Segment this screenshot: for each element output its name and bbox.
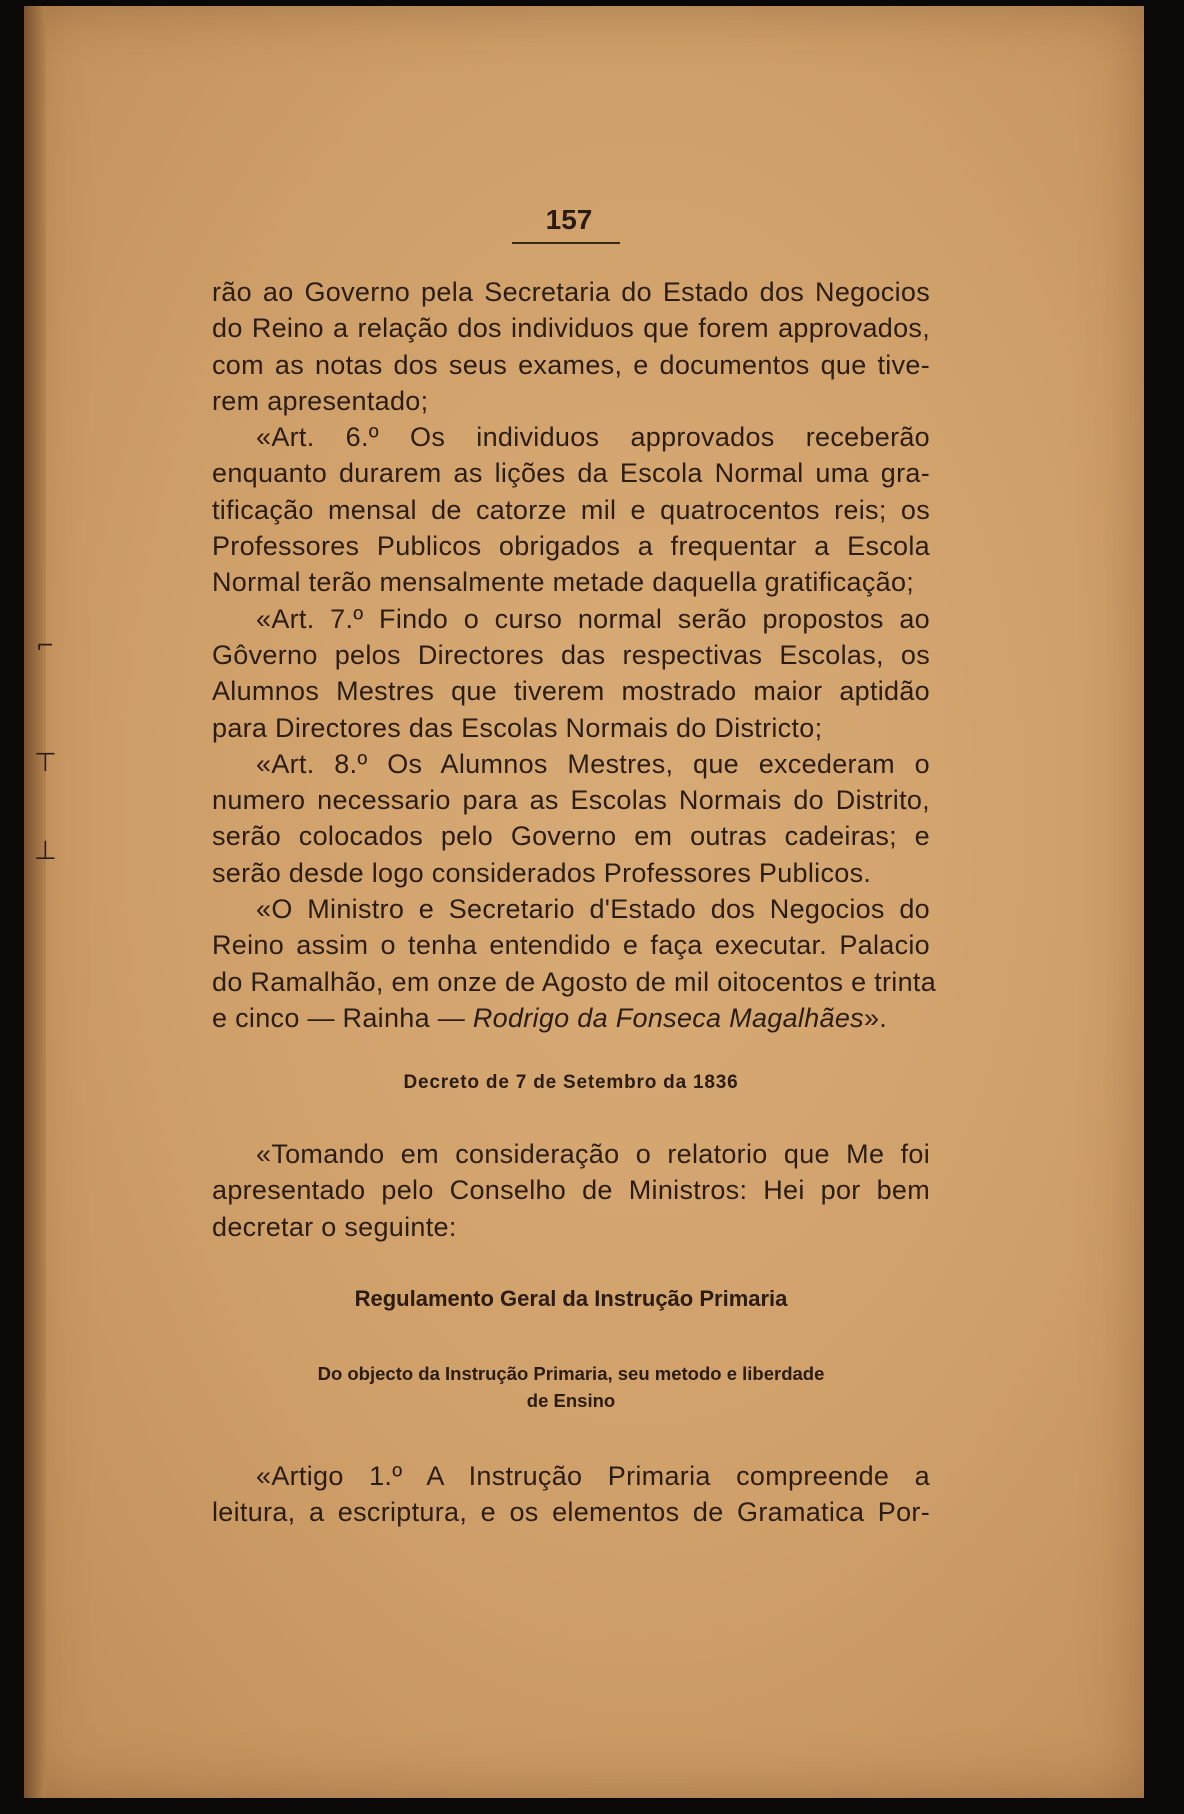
text-line: serão desde logo considerados Professores Publicos. — [212, 857, 872, 888]
text-line: «O Ministro e Secretario d'Estado dos Negocios do — [256, 894, 930, 925]
book-page — [24, 6, 1144, 1798]
text-line: «Art. 8.º Os Alumnos Mestres, que excederam o — [256, 748, 930, 779]
text-line: decretar o seguinte: — [212, 1211, 457, 1242]
text-line: para Directores das Escolas Normais do Districto; — [212, 712, 823, 743]
section-subheading — [212, 1360, 930, 1414]
text-line: com as notas dos seus exames, e documentos que tive- — [212, 349, 930, 380]
text-line: Normal terão mensalmente metade daquella gratificação; — [212, 567, 915, 598]
text-line: tificação mensal de catorze mil e quatrocentos reis; os — [212, 494, 930, 525]
text-line: enquanto durarem as lições da Escola Normal uma gra- — [212, 458, 930, 489]
text-line: Professores Publicos obrigados a frequentar a Escola — [212, 531, 930, 562]
text-line: rem apresentado; — [212, 385, 429, 416]
text-line: Alumnos Mestres que tiverem mostrado maior aptidão — [212, 676, 930, 707]
signature-line — [212, 1000, 930, 1036]
text-line: do Reino a relação dos individuos que forem approvados, — [212, 313, 930, 344]
margin-pencil-mark: ⊤ — [34, 748, 57, 778]
margin-pencil-mark: ⊥ — [34, 836, 57, 866]
subheading-line-1: Do objecto da Instrução Primaria, seu metodo e liberdade — [317, 1363, 825, 1384]
text-line: «Artigo 1.º A Instrução Primaria compreende a — [256, 1461, 930, 1491]
text-line: serão colocados pelo Governo em outras cadeiras; e — [212, 821, 930, 852]
text-line: leitura, a escriptura, e os elementos de Gramatica Por- — [212, 1497, 930, 1528]
text-line: rão ao Governo pela Secretaria do Estado dos Negocios — [212, 277, 930, 307]
decree-heading: Decreto de 7 de Setembro da 1836 — [403, 1072, 739, 1093]
article-text — [212, 1458, 930, 1531]
text-line: «Art. 7.º Findo o curso normal serão propostos ao — [256, 603, 930, 634]
page-number: 157 — [545, 204, 593, 235]
text-line: apresentado pelo Conselho de Ministros: Hei por bem — [212, 1175, 930, 1206]
subheading-line-2: de Ensino — [526, 1390, 616, 1411]
text-line: numero necessario para as Escolas Normais do Distrito, — [212, 785, 930, 816]
text-line: Reino assim o tenha entendido e faça executar. Palacio — [212, 930, 930, 961]
text-line: «Tomando em consideração o relatorio que Me foi — [256, 1139, 930, 1169]
text-line: «Art. 6.º Os individuos approvados receberão — [256, 422, 930, 453]
signature-suffix: ». — [863, 1002, 888, 1033]
page-number-rule — [512, 242, 620, 244]
decree-intro — [212, 1136, 930, 1245]
text-line: Gôverno pelos Directores das respectivas Escolas, os — [212, 639, 930, 670]
signatory-name: Rodrigo da Fonseca Magalhães — [472, 1002, 864, 1033]
margin-pencil-mark: ⌐ — [36, 634, 55, 659]
text-line: do Ramalhão, em onze de Agosto de mil oitocentos e trinta — [212, 966, 937, 997]
regulation-heading: Regulamento Geral da Instrução Primaria — [354, 1286, 788, 1311]
signature-prefix: e cinco — Rainha — — [212, 1002, 473, 1033]
body-text-top — [212, 274, 937, 1036]
page-binding-edge — [24, 6, 46, 1798]
